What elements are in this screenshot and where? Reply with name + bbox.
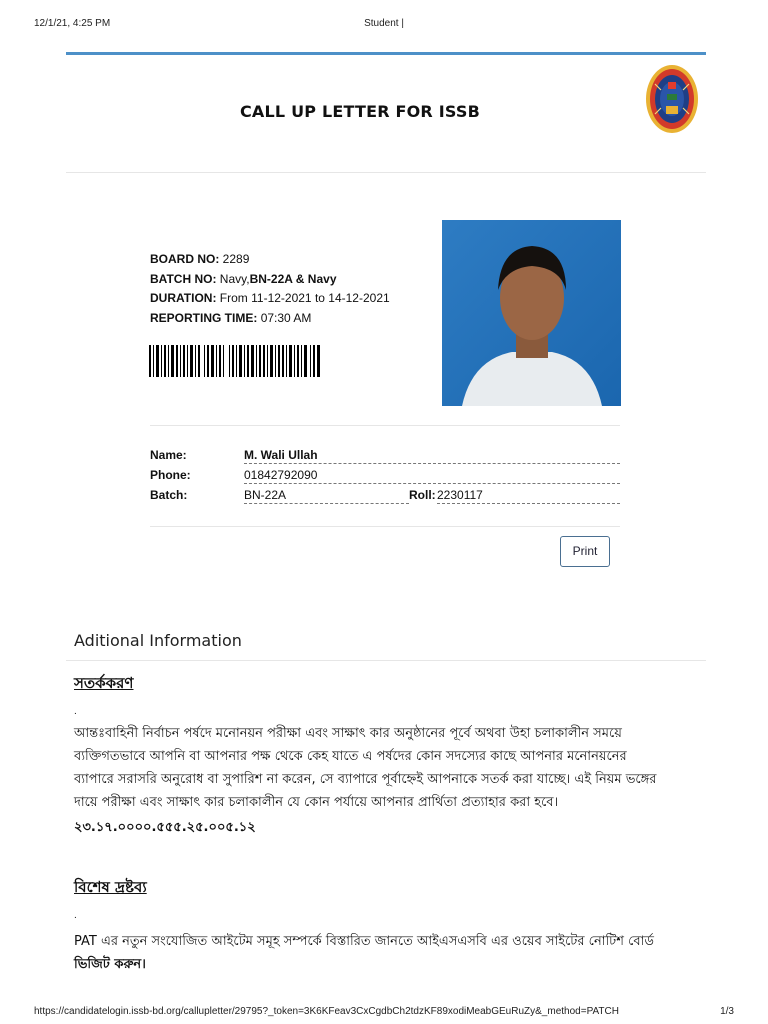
issb-emblem-icon bbox=[645, 64, 699, 134]
batch-no-prefix: Navy, bbox=[219, 271, 250, 286]
duration-label: DURATION: bbox=[150, 291, 217, 305]
accent-bar bbox=[66, 52, 706, 55]
duration-value: From 11-12-2021 to 14-12-2021 bbox=[219, 291, 390, 305]
warning-bullet: . bbox=[74, 706, 77, 717]
warning-line: ব্যাপারে সরাসরি অনুরোধ বা সুপারিশ না করেন, সে ব্যাপারে পূর্বাহ্নেই আপনাকে সতর্ক করা যাচ্ছে। এই নিয়ম ভঙ্গের bbox=[74, 772, 657, 787]
header-divider bbox=[66, 172, 706, 173]
additional-divider bbox=[66, 660, 706, 661]
batch-label: Batch: bbox=[150, 488, 188, 502]
phone-value: 01842792090 bbox=[244, 467, 620, 484]
warning-line: ব্যক্তিগতভাবে আপনি বা আপনার পক্ষ থেকে কেহ যাতে এ পর্ষদের কোন সদস্যের কাছে আপনার মনোনয়নের bbox=[74, 749, 627, 764]
page-number: 1/3 bbox=[720, 1006, 734, 1017]
name-value: M. Wali Ullah bbox=[244, 447, 620, 464]
special-note-bullet: . bbox=[74, 910, 77, 921]
candidate-photo bbox=[442, 220, 621, 406]
reporting-time-row bbox=[150, 309, 390, 329]
batch-no-label: BATCH NO: bbox=[150, 271, 217, 286]
warning-paragraph bbox=[74, 722, 714, 814]
duration-row bbox=[150, 289, 390, 309]
print-page-title: Student | bbox=[364, 18, 404, 29]
special-note-line: ভিজিট করুন। bbox=[74, 957, 146, 972]
letter-title: CALL UP LETTER FOR ISSB bbox=[239, 102, 480, 121]
special-note-line: PAT এর নতুন সংযোজিত আইটেম সমূহ সম্পর্কে বিস্তারিত জানতে আইএসএসবি এর ওয়েব সাইটের নোটিশ বোর্ড bbox=[74, 934, 654, 949]
print-url: https://candidatelogin.issb-bd.org/callupletter/29795?_token=3K6KFeav3CxCgdbCh2tdzKF89xodiMeabGEuRuZy&_method=PATCH bbox=[34, 1006, 619, 1017]
additional-info-title: Aditional Information bbox=[74, 631, 242, 650]
warning-line: দায়ে পরীক্ষা এবং সাক্ষাৎ কার চলাকালীন যে কোন পর্যায়ে আপনার প্রার্থিতা প্রত্যাহার করা হবে। bbox=[74, 795, 559, 810]
special-note-paragraph bbox=[74, 930, 714, 976]
name-label: Name: bbox=[150, 448, 187, 462]
reporting-time-label: REPORTING TIME: bbox=[150, 310, 258, 325]
print-date: 12/1/21, 4:25 PM bbox=[34, 18, 111, 29]
reference-number: ২৩.১৭.০০০০.৫৫৫.২৫.০০৫.১২ bbox=[74, 820, 256, 835]
batch-no-value: BN-22A & Navy bbox=[249, 271, 337, 286]
phone-label: Phone: bbox=[150, 468, 191, 482]
warning-heading: সতর্ককরণ bbox=[74, 674, 134, 692]
reporting-time-value: 07:30 AM bbox=[260, 310, 312, 325]
board-no-row bbox=[150, 250, 390, 270]
warning-line: আন্তঃবাহিনী নির্বাচন পর্ষদে মনোনয়ন পরীক্ষা এবং সাক্ষাৎ কার অনুষ্ঠানের পূর্বে অথবা উহা চলাকালীন সময়ে bbox=[74, 726, 622, 741]
batch-no-row bbox=[150, 270, 390, 290]
board-no-value: 2289 bbox=[222, 252, 250, 266]
roll-label: Roll: bbox=[409, 488, 436, 502]
special-note-heading: বিশেষ দ্রষ্টব্য bbox=[74, 878, 147, 896]
roll-value: 2230117 bbox=[437, 487, 620, 504]
batch-value: BN-22A bbox=[244, 487, 409, 504]
print-button[interactable]: Print bbox=[560, 536, 610, 567]
barcode-icon bbox=[149, 345, 321, 377]
board-no-label: BOARD NO: bbox=[150, 252, 220, 266]
fields-divider bbox=[150, 526, 620, 527]
info-divider bbox=[150, 425, 620, 426]
board-info bbox=[150, 250, 390, 328]
